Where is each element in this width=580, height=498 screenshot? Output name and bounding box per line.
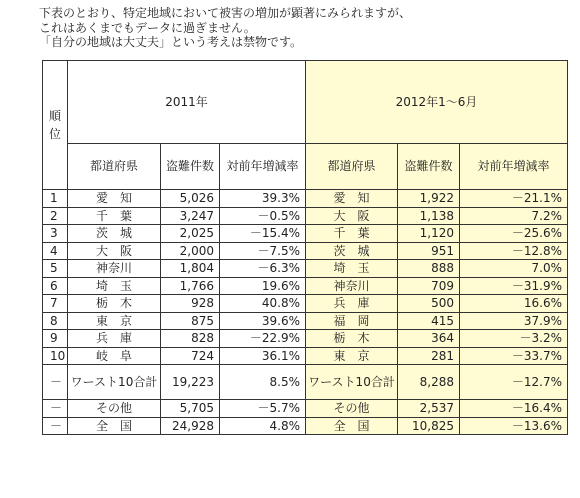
- change-2012-cell: －21.1%: [460, 190, 568, 208]
- count-2011-cell: 2,025: [161, 225, 220, 243]
- count-2011-cell: 828: [161, 330, 220, 348]
- count-2012-cell: 1,922: [398, 190, 460, 208]
- count-2011-cell: 5,026: [161, 190, 220, 208]
- change-2012-cell: －31.9%: [460, 277, 568, 295]
- intro-line: これはあくまでもデータに過ぎません。: [39, 20, 256, 35]
- period-2012-header: 2012年1～6月: [306, 61, 568, 144]
- table-row: [43, 242, 568, 260]
- change-2011-cell: －22.9%: [220, 330, 306, 348]
- change-2011-cell: 39.6%: [220, 312, 306, 330]
- pref-2012-cell: 茨 城: [306, 242, 398, 260]
- count-2011-cell: 5,705: [161, 400, 220, 418]
- table-row: [43, 295, 568, 313]
- pref-2012-cell: 大 阪: [306, 207, 398, 225]
- rank-cell: 3: [43, 225, 68, 243]
- table-row: [43, 207, 568, 225]
- rank-header: 順 位: [43, 61, 68, 190]
- count-2011-cell: 3,247: [161, 207, 220, 225]
- count-2012-cell: 10,825: [398, 417, 460, 435]
- rank-cell: 6: [43, 277, 68, 295]
- change-header-2012: 対前年増減率: [460, 144, 568, 190]
- pref-2011-cell: 愛 知: [68, 190, 161, 208]
- table-row: [43, 417, 568, 435]
- table-row: [43, 225, 568, 243]
- table-row: [43, 400, 568, 418]
- count-header-2012: 盗難件数: [398, 144, 460, 190]
- rank-cell: 5: [43, 260, 68, 278]
- count-header-2011: 盗難件数: [161, 144, 220, 190]
- pref-2011-cell: その他: [68, 400, 161, 418]
- pref-2012-cell: 東 京: [306, 347, 398, 365]
- pref-2011-cell: 兵 庫: [68, 330, 161, 348]
- pref-2011-cell: 神奈川: [68, 260, 161, 278]
- theft-ranking-table: [42, 60, 568, 435]
- change-2011-cell: 4.8%: [220, 417, 306, 435]
- pref-2012-cell: 兵 庫: [306, 295, 398, 313]
- table-row: [43, 312, 568, 330]
- table-row: [43, 277, 568, 295]
- change-2012-cell: －25.6%: [460, 225, 568, 243]
- change-2011-cell: 19.6%: [220, 277, 306, 295]
- count-2011-cell: 2,000: [161, 242, 220, 260]
- count-2011-cell: 19,223: [161, 365, 220, 400]
- change-2012-cell: －16.4%: [460, 400, 568, 418]
- pref-2011-cell: 埼 玉: [68, 277, 161, 295]
- change-2012-cell: 7.0%: [460, 260, 568, 278]
- change-2011-cell: －0.5%: [220, 207, 306, 225]
- count-2011-cell: 875: [161, 312, 220, 330]
- count-2011-cell: 1,766: [161, 277, 220, 295]
- pref-2012-cell: 栃 木: [306, 330, 398, 348]
- count-2012-cell: 951: [398, 242, 460, 260]
- rank-cell: 8: [43, 312, 68, 330]
- rank-cell: －: [43, 400, 68, 418]
- intro-text: [39, 6, 411, 50]
- pref-2012-cell: 全 国: [306, 417, 398, 435]
- table-body: [43, 190, 568, 435]
- count-2011-cell: 928: [161, 295, 220, 313]
- pref-2012-cell: 愛 知: [306, 190, 398, 208]
- count-2012-cell: 1,138: [398, 207, 460, 225]
- change-header-2011: 対前年増減率: [220, 144, 306, 190]
- intro-line: 「自分の地域は大丈夫」という考えは禁物です。: [39, 35, 303, 49]
- count-2012-cell: 2,537: [398, 400, 460, 418]
- pref-header-2012: 都道府県: [306, 144, 398, 190]
- pref-2011-cell: 千 葉: [68, 207, 161, 225]
- change-2011-cell: －6.3%: [220, 260, 306, 278]
- count-2012-cell: 888: [398, 260, 460, 278]
- pref-2011-cell: 東 京: [68, 312, 161, 330]
- pref-2011-cell: ワースト10合計: [68, 365, 161, 400]
- pref-2011-cell: 岐 阜: [68, 347, 161, 365]
- count-2011-cell: 24,928: [161, 417, 220, 435]
- change-2011-cell: 36.1%: [220, 347, 306, 365]
- pref-2011-cell: 栃 木: [68, 295, 161, 313]
- count-2011-cell: 1,804: [161, 260, 220, 278]
- pref-2011-cell: 全 国: [68, 417, 161, 435]
- pref-2012-cell: 神奈川: [306, 277, 398, 295]
- change-2012-cell: －13.6%: [460, 417, 568, 435]
- intro-line: 下表のとおり、特定地域において被害の増加が顕著にみられますが、: [39, 6, 412, 20]
- change-2011-cell: 8.5%: [220, 365, 306, 400]
- table-row: [43, 365, 568, 400]
- rank-cell: 10: [43, 347, 68, 365]
- rank-cell: 7: [43, 295, 68, 313]
- pref-2012-cell: その他: [306, 400, 398, 418]
- change-2011-cell: 39.3%: [220, 190, 306, 208]
- pref-2012-cell: 福 岡: [306, 312, 398, 330]
- change-2011-cell: －15.4%: [220, 225, 306, 243]
- pref-2011-cell: 大 阪: [68, 242, 161, 260]
- change-2012-cell: －33.7%: [460, 347, 568, 365]
- count-2012-cell: 500: [398, 295, 460, 313]
- rank-cell: 1: [43, 190, 68, 208]
- count-2012-cell: 8,288: [398, 365, 460, 400]
- count-2011-cell: 724: [161, 347, 220, 365]
- table-row: [43, 347, 568, 365]
- change-2011-cell: 40.8%: [220, 295, 306, 313]
- table-row: [43, 330, 568, 348]
- change-2012-cell: 16.6%: [460, 295, 568, 313]
- rank-cell: －: [43, 365, 68, 400]
- count-2012-cell: 1,120: [398, 225, 460, 243]
- pref-2012-cell: 千 葉: [306, 225, 398, 243]
- count-2012-cell: 415: [398, 312, 460, 330]
- change-2012-cell: －12.8%: [460, 242, 568, 260]
- count-2012-cell: 709: [398, 277, 460, 295]
- pref-2011-cell: 茨 城: [68, 225, 161, 243]
- count-2012-cell: 281: [398, 347, 460, 365]
- table-row: [43, 260, 568, 278]
- change-2012-cell: 7.2%: [460, 207, 568, 225]
- pref-2012-cell: 埼 玉: [306, 260, 398, 278]
- change-2012-cell: 37.9%: [460, 312, 568, 330]
- change-2011-cell: －7.5%: [220, 242, 306, 260]
- rank-cell: 2: [43, 207, 68, 225]
- rank-cell: 9: [43, 330, 68, 348]
- change-2012-cell: －3.2%: [460, 330, 568, 348]
- pref-header-2011: 都道府県: [68, 144, 161, 190]
- rank-cell: －: [43, 417, 68, 435]
- count-2012-cell: 364: [398, 330, 460, 348]
- pref-2012-cell: ワースト10合計: [306, 365, 398, 400]
- rank-cell: 4: [43, 242, 68, 260]
- change-2012-cell: －12.7%: [460, 365, 568, 400]
- change-2011-cell: －5.7%: [220, 400, 306, 418]
- period-2011-header: 2011年: [68, 61, 306, 144]
- table-row: [43, 190, 568, 208]
